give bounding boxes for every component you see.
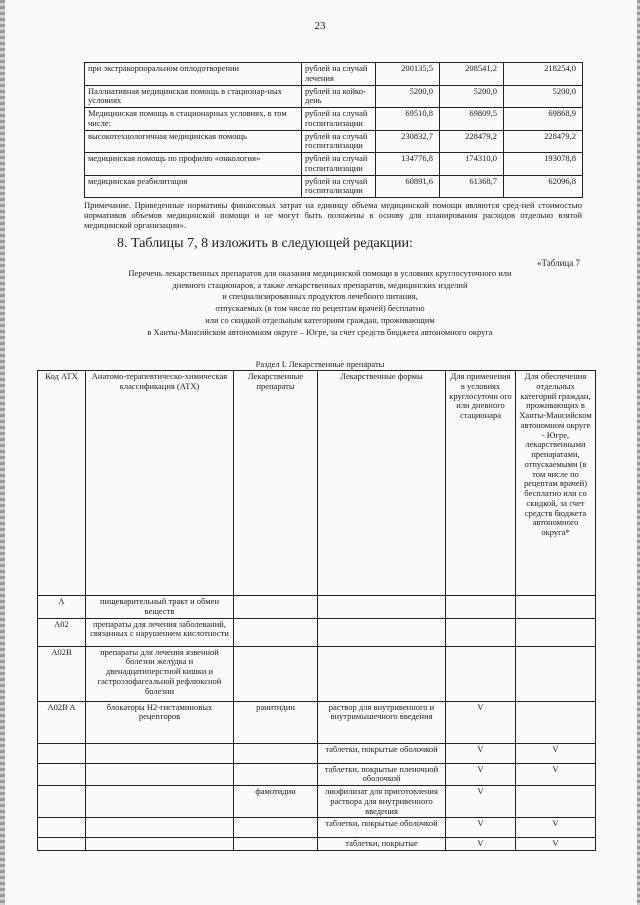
norm-row — [85, 130, 583, 153]
header-code: Код АТХ — [38, 371, 86, 596]
atc-class: пищеварительный тракт и обмен веществ — [86, 596, 234, 619]
atc-class: блокаторы H2-гистаминовых рецепторов — [86, 701, 234, 743]
drug-form: лиофилизат для приготовления раствора для внутривенного введения — [318, 786, 446, 818]
hospital-mark: V — [446, 701, 516, 743]
norm-row — [85, 85, 583, 108]
benefit-mark: V — [516, 763, 596, 786]
norm-unit: рублей на случай госпитализации — [302, 130, 376, 153]
page-number: 23 — [314, 20, 326, 32]
norm-unit: рублей на случай лечения — [302, 63, 376, 86]
description-line: и специализированных продуктов лечебного питания, — [222, 291, 418, 302]
norm-value: 62096,8 — [504, 175, 583, 198]
description-line: Перечень лекарственных препаратов для оказания медицинской помощи в условиях круглосуточного или — [128, 268, 512, 278]
benefit-mark — [516, 618, 596, 646]
description-line: отпускаемых (в том числе по рецептам врачей) бесплатно — [215, 303, 425, 314]
drug-form: раствор для внутривенного и внутримышечного введения — [318, 701, 446, 743]
drug-form — [318, 596, 446, 619]
section-title: Раздел I. Лекарственные препараты — [255, 359, 385, 369]
header-hospital: Для применения в условиях круглосуточн ого или дневного стационара — [446, 371, 516, 596]
atc-code: A02B A — [38, 701, 86, 743]
header-drugs: Лекарственные препараты — [234, 371, 318, 596]
drug-row — [38, 743, 596, 763]
atc-code: A — [38, 596, 86, 619]
drug-row — [38, 786, 596, 818]
hospital-mark — [446, 596, 516, 619]
atc-code — [38, 818, 86, 838]
atc-class — [86, 838, 234, 851]
drug-row — [38, 618, 596, 646]
norm-value: 228479,2 — [440, 130, 504, 153]
table-description — [60, 268, 580, 338]
drug-form: таблетки, покрытые оболочкой — [318, 743, 446, 763]
norm-value: 174310,0 — [440, 153, 504, 176]
norm-name: высокотехнологичная медицинская помощь — [85, 130, 302, 153]
norm-row — [85, 108, 583, 131]
benefit-mark — [516, 596, 596, 619]
norm-unit: рублей на случай госпитализации — [302, 153, 376, 176]
header-forms: Лекарственные формы — [318, 371, 446, 596]
hospital-mark — [446, 618, 516, 646]
header-atc: Анатомо-терапевтическо-химическая классификация (АТХ) — [86, 371, 234, 596]
norm-unit: рублей на случай госпитализации — [302, 175, 376, 198]
description-line: в Ханты-Мансийском автономном округе – Югре, за счет средств бюджета автономного округа — [147, 326, 493, 337]
norm-value: 69868,9 — [504, 108, 583, 131]
drug-name — [234, 596, 318, 619]
norm-value: 208541,2 — [440, 63, 504, 86]
norm-value: 69510,8 — [376, 108, 440, 131]
drug-name: фамотидин — [234, 786, 318, 818]
hospital-mark — [446, 646, 516, 701]
norm-unit: рублей на койко-день — [302, 85, 376, 108]
drug-form — [318, 618, 446, 646]
financing-norms-table — [84, 62, 583, 198]
benefit-mark — [516, 786, 596, 818]
norm-value: 228479,2 — [504, 130, 583, 153]
atc-class — [86, 818, 234, 838]
norm-value: 61368,7 — [440, 175, 504, 198]
atc-code: A02B — [38, 646, 86, 701]
drug-form — [318, 646, 446, 701]
drug-list-table — [37, 370, 596, 851]
norm-row — [85, 153, 583, 176]
norm-value: 134776,8 — [376, 153, 440, 176]
drug-row — [38, 763, 596, 786]
drug-row — [38, 838, 596, 851]
drug-form: таблетки, покрытые пленочной оболочкой — [318, 763, 446, 786]
hospital-mark: V — [446, 786, 516, 818]
norm-value: 200135,5 — [376, 63, 440, 86]
norm-unit: рублей на случай госпитализации — [302, 108, 376, 131]
norm-value: 5200,0 — [376, 85, 440, 108]
drug-form: таблетки, покрытые оболочкой — [318, 818, 446, 838]
norm-value: 60891,6 — [376, 175, 440, 198]
drug-row — [38, 596, 596, 619]
drug-name: ранитидин — [234, 701, 318, 743]
drug-form: таблетки, покрытые — [318, 838, 446, 851]
norm-value: 193078,8 — [504, 153, 583, 176]
hospital-mark: V — [446, 763, 516, 786]
benefit-mark — [516, 701, 596, 743]
benefit-mark: V — [516, 818, 596, 838]
norm-name: Паллиативная медицинская помощь в стационар-ных условиях — [85, 85, 302, 108]
norm-name: Медицинская помощь в стационарных условиях, в том числе: — [85, 108, 302, 131]
norm-value: 5200,0 — [504, 85, 583, 108]
norm-value: 5200,0 — [440, 85, 504, 108]
norm-value: 218254,0 — [504, 63, 583, 86]
atc-code — [38, 838, 86, 851]
atc-code — [38, 743, 86, 763]
header-benefit: Для обеспечения отдельных категорий граждан, проживающих в Ханты-Мансийском автономном округе - Югре, лекарственными препаратами, отпускаемыми (в том числе по рецептам врачей) бесплатно или со скидкой, за счет средств бюджета автономного округа* — [516, 371, 596, 596]
benefit-mark: V — [516, 743, 596, 763]
atc-class: препараты для лечения заболеваний, связанных с нарушением кислотности — [86, 618, 234, 646]
atc-code — [38, 763, 86, 786]
norm-name: при экстракорпоральном оплодотворении — [85, 63, 302, 86]
benefit-mark: V — [516, 838, 596, 851]
scan-edge-left — [0, 0, 5, 905]
drug-name — [234, 743, 318, 763]
atc-class — [86, 743, 234, 763]
description-line: дневного стационаров, а также лекарственных препаратов, медицинских изделий — [172, 279, 468, 290]
note-paragraph: Примечание. Приведенные нормативы финансовых затрат на единицу объема медицинской помощи являются сред-ней стоимостью нормативов объемов медицинской помощи и не могут быть положены в основу для планирования расходов отдельно взятой медицинской организации». — [84, 200, 582, 231]
norm-row — [85, 63, 583, 86]
table-label: «Таблица 7 — [537, 258, 580, 268]
atc-class: препараты для лечения язвенной болезни желудка и двенадцатиперстной кишки и гастроэзофагеальной рефлюксной болезни — [86, 646, 234, 701]
hospital-mark: V — [446, 743, 516, 763]
drug-name — [234, 818, 318, 838]
atc-code — [38, 786, 86, 818]
atc-code: A02 — [38, 618, 86, 646]
hospital-mark: V — [446, 818, 516, 838]
norm-value: 69809,5 — [440, 108, 504, 131]
norm-name: медицинская реабилитация — [85, 175, 302, 198]
section-heading: 8. Таблицы 7, 8 изложить в следующей редакции: — [117, 236, 413, 251]
drug-name — [234, 763, 318, 786]
drug-row — [38, 646, 596, 701]
norm-row — [85, 175, 583, 198]
norm-value: 230832,7 — [376, 130, 440, 153]
drug-row — [38, 818, 596, 838]
benefit-mark — [516, 646, 596, 701]
drug-row — [38, 701, 596, 743]
drug-name — [234, 838, 318, 851]
norm-name: медицинская помощь по профилю «онкология» — [85, 153, 302, 176]
atc-class — [86, 786, 234, 818]
atc-class — [86, 763, 234, 786]
description-line: или со скидкой отдельным категориям граждан, проживающим — [205, 314, 435, 325]
hospital-mark: V — [446, 838, 516, 851]
drug-name — [234, 646, 318, 701]
drug-name — [234, 618, 318, 646]
